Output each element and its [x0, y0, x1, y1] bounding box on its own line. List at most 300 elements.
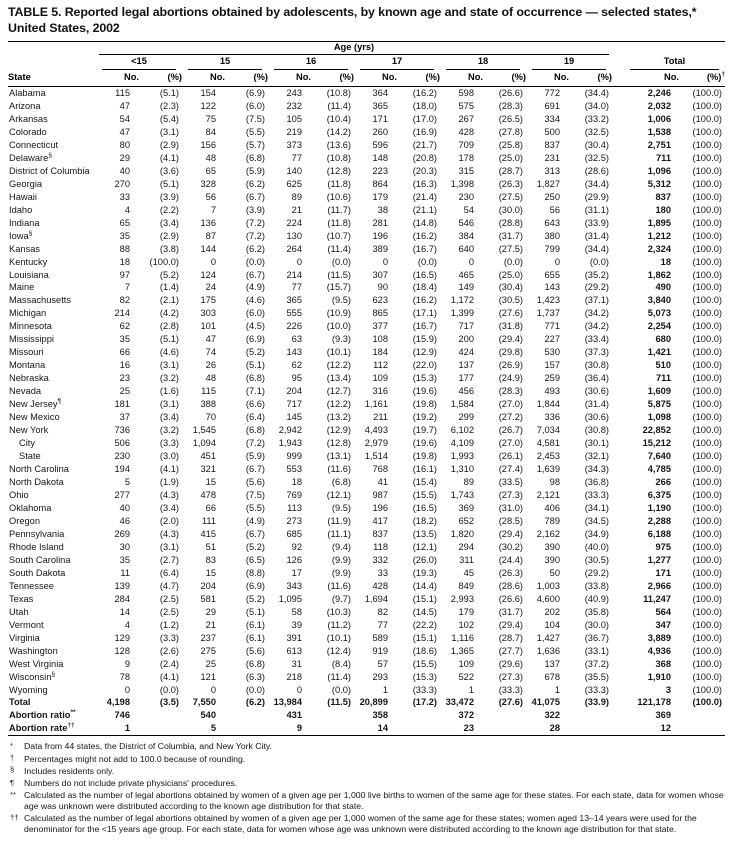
pct-cell: (15.9): [412, 334, 437, 345]
no-cell: 243: [286, 87, 302, 98]
no-cell: 66: [119, 347, 130, 358]
state-cell: South Carolina: [9, 554, 71, 565]
pct-cell: (10.1): [326, 632, 351, 643]
no-cell: 0: [554, 256, 560, 267]
pct-cell: (33.3): [412, 684, 437, 695]
pct-cell: (33.4): [584, 334, 609, 345]
pct-cell: [397, 709, 440, 722]
pct-cell: (26.9): [498, 360, 523, 371]
no-cell: 1,538: [647, 126, 671, 137]
no-cell: 4: [124, 619, 130, 630]
no-cell: 1,844: [536, 399, 560, 410]
col-group-label: 19: [532, 55, 606, 69]
pct-cell: (12.7): [326, 386, 351, 397]
gap-col: [612, 333, 624, 346]
no-cell: 4,109: [450, 438, 474, 449]
no-cell: 97: [119, 269, 130, 280]
pct-cell: (16.2): [412, 87, 437, 98]
pct-cell: (4.1): [159, 152, 179, 163]
pct-cell: (33.5): [498, 477, 523, 488]
header-row-groups: [8, 55, 725, 69]
pct-cell: (34.2): [584, 321, 609, 332]
gap-col: [612, 55, 624, 69]
no-cell: 530: [544, 347, 560, 358]
no-cell: 613: [286, 645, 302, 656]
no-cell: 334: [544, 113, 560, 124]
no-cell: 40: [119, 165, 130, 176]
no-cell: 57: [377, 658, 388, 669]
state-cell: Abortion ratio**: [9, 709, 76, 721]
pct-cell: (34.4): [584, 178, 609, 189]
no-cell: 1,277: [647, 554, 671, 565]
gap-col: [612, 644, 624, 657]
pct-cell: (6.9): [245, 580, 265, 591]
no-cell: 1,423: [536, 295, 560, 306]
pct-cell: [225, 709, 268, 722]
pct-cell: (19.8): [412, 399, 437, 410]
pct-cell: (15.1): [412, 632, 437, 643]
pct-cell: (15.7): [326, 282, 351, 293]
pct-cell: (10.7): [326, 230, 351, 241]
no-cell: 259: [544, 373, 560, 384]
no-cell: 230: [458, 191, 474, 202]
pct-cell: (28.5): [498, 515, 523, 526]
no-cell: 540: [200, 710, 216, 721]
gap-col: [612, 126, 624, 139]
table-row: [8, 644, 725, 657]
pct-cell: (27.3): [498, 671, 523, 682]
no-cell: 224: [286, 217, 302, 228]
footnote-marker: †: [721, 71, 725, 79]
no-cell: 104: [544, 619, 560, 630]
pct-cell: (3.9): [159, 191, 179, 202]
no-cell: 14: [377, 723, 388, 734]
no-cell: 179: [458, 606, 474, 617]
no-col-header: No.: [526, 70, 569, 87]
no-cell: 121: [200, 671, 216, 682]
no-cell: 294: [458, 541, 474, 552]
pct-cell: (6.8): [245, 658, 265, 669]
table-row: [8, 333, 725, 346]
no-cell: 13,984: [273, 697, 302, 708]
pct-cell: (6.2): [245, 178, 265, 189]
no-cell: 115: [201, 386, 216, 397]
footnote-marker: §: [51, 670, 56, 678]
pct-cell: (3.1): [159, 360, 179, 371]
no-cell: 2,324: [647, 243, 671, 254]
pct-cell: (35.8): [584, 606, 609, 617]
header-row-spanner: [8, 41, 725, 55]
pct-cell: (16.5): [412, 502, 437, 513]
pct-cell: (11.5): [327, 697, 351, 708]
no-cell: 390: [544, 541, 560, 552]
pct-cell: (5.1): [159, 178, 179, 189]
no-cell: 849: [458, 580, 474, 591]
state-cell: Arizona: [9, 100, 41, 111]
pct-cell: (6.2): [245, 243, 265, 254]
no-cell: 23: [463, 723, 474, 734]
no-cell: 1,609: [647, 386, 671, 397]
no-cell: 768: [372, 464, 388, 475]
pct-cell: (10.1): [326, 347, 351, 358]
no-cell: 264: [286, 243, 302, 254]
pct-cell: (12.9): [412, 347, 437, 358]
table-row: [8, 86, 725, 99]
pct-col-header: (%)†: [679, 70, 725, 87]
pct-cell: (6.4): [245, 412, 265, 423]
no-cell: 29: [119, 152, 130, 163]
state-cell: State: [19, 451, 41, 462]
no-cell: 37: [119, 412, 130, 423]
pct-cell: (32.5): [584, 152, 609, 163]
pct-cell: (11.9): [327, 515, 351, 526]
no-cell: 226: [286, 321, 302, 332]
gap-col: [612, 255, 624, 268]
no-cell: 41,075: [531, 697, 560, 708]
no-col-header: No.: [354, 70, 397, 87]
no-cell: 269: [114, 528, 130, 539]
no-cell: 0: [296, 684, 302, 695]
pct-cell: (4.9): [245, 515, 265, 526]
pct-cell: (29.9): [584, 191, 609, 202]
no-cell: 680: [655, 334, 671, 345]
no-cell: 137: [544, 658, 560, 669]
pct-cell: (9.3): [331, 334, 351, 345]
pct-cell: (1.6): [159, 386, 179, 397]
no-cell: 799: [544, 243, 560, 254]
no-cell: 45: [463, 567, 474, 578]
no-cell: 655: [544, 269, 560, 280]
pct-cell: (6.7): [245, 528, 265, 539]
pct-cell: (100.0): [692, 489, 722, 500]
pct-cell: (34.0): [584, 100, 609, 111]
pct-cell: (25.8): [498, 139, 523, 150]
gap-col: [612, 670, 624, 683]
no-cell: 28: [549, 723, 560, 734]
pct-cell: (6.1): [245, 632, 265, 643]
no-cell: 20,899: [359, 697, 388, 708]
no-cell: 1,310: [450, 464, 474, 475]
pct-cell: (5.6): [245, 645, 265, 656]
pct-cell: (3.4): [159, 412, 179, 423]
gap-col: [612, 541, 624, 554]
no-cell: 575: [458, 100, 474, 111]
no-cell: 365: [372, 100, 388, 111]
no-cell: 11,247: [643, 593, 671, 604]
abortions-table: [8, 41, 725, 737]
table-row: [8, 229, 725, 242]
no-cell: 336: [544, 412, 560, 423]
no-cell: 643: [544, 217, 560, 228]
no-cell: 0: [382, 256, 388, 267]
pct-cell: [679, 709, 725, 722]
pct-cell: (26.6): [498, 593, 523, 604]
no-cell: 2,246: [647, 87, 671, 98]
table-row: [8, 567, 725, 580]
no-cell: 1,895: [647, 217, 671, 228]
col-group-3: [354, 55, 440, 69]
pct-cell: (14.4): [412, 580, 437, 591]
no-cell: 39: [291, 619, 302, 630]
no-cell: 315: [458, 165, 474, 176]
pct-cell: (3.5): [159, 697, 179, 708]
pct-cell: (33.9): [584, 217, 609, 228]
pct-cell: (30.2): [498, 541, 523, 552]
pct-cell: (5.4): [159, 113, 179, 124]
no-cell: 2,979: [364, 438, 388, 449]
no-cell: 56: [205, 191, 216, 202]
no-cell: 33: [377, 567, 388, 578]
no-cell: 40: [119, 502, 130, 513]
pct-cell: (12.8): [326, 438, 351, 449]
pct-cell: (37.2): [584, 658, 609, 669]
no-cell: 29: [205, 606, 216, 617]
no-cell: 171: [372, 113, 388, 124]
state-cell: Rhode Island: [9, 541, 64, 552]
no-cell: 219: [286, 126, 302, 137]
table-row: [8, 398, 725, 411]
table-row: [8, 191, 725, 204]
col-group-label: 18: [446, 55, 520, 69]
pct-cell: (34.4): [584, 87, 609, 98]
pct-cell: (100.0): [692, 567, 722, 578]
state-cell: Virginia: [9, 632, 40, 643]
gap-col: [612, 385, 624, 398]
no-cell: 377: [372, 321, 388, 332]
col-group-label: Total: [630, 55, 719, 69]
state-cell: South Dakota: [9, 567, 66, 578]
no-cell: 380: [544, 230, 560, 241]
pct-cell: (21.4): [412, 191, 437, 202]
no-cell: 6,188: [647, 528, 671, 539]
no-cell: 7: [210, 204, 216, 215]
state-cell: Michigan: [9, 308, 47, 319]
no-cell: 368: [655, 658, 671, 669]
state-cell: Nevada: [9, 386, 42, 397]
pct-cell: (12.2): [326, 360, 351, 371]
state-cell: Maine: [9, 282, 35, 293]
pct-cell: (6.0): [245, 308, 265, 319]
col-group-label: 15: [188, 55, 262, 69]
pct-cell: (7.5): [245, 113, 265, 124]
pct-cell: (27.6): [498, 697, 523, 708]
state-cell: Pennsylvania: [9, 528, 65, 539]
no-cell: 746: [114, 710, 130, 721]
pct-cell: (30.6): [584, 412, 609, 423]
pct-cell: (12.9): [326, 425, 351, 436]
pct-cell: [139, 722, 182, 735]
col-group-1: [182, 55, 268, 69]
pct-cell: (3.8): [159, 243, 179, 254]
no-cell: 281: [372, 217, 388, 228]
no-cell: 139: [114, 580, 130, 591]
table-row: [8, 606, 725, 619]
no-cell: 384: [458, 230, 474, 241]
pct-cell: (7.2): [245, 217, 265, 228]
pct-cell: (5.2): [245, 541, 265, 552]
no-cell: 555: [286, 308, 302, 319]
pct-cell: (2.8): [159, 321, 179, 332]
pct-cell: (100.0): [692, 658, 722, 669]
no-cell: 266: [655, 477, 671, 488]
state-cell: Idaho: [9, 204, 33, 215]
pct-cell: (11.8): [327, 217, 351, 228]
footnote-marker: §: [28, 229, 33, 237]
no-cell: 369: [458, 502, 474, 513]
pct-cell: (17.1): [412, 308, 437, 319]
no-cell: 121,178: [637, 697, 671, 708]
no-col-header: No.: [440, 70, 483, 87]
no-cell: 303: [200, 308, 216, 319]
table-row: [8, 437, 725, 450]
state-cell: New York: [9, 425, 49, 436]
no-cell: 652: [458, 515, 474, 526]
state-col-stub: [8, 55, 96, 69]
state-cell: Connecticut: [9, 139, 59, 150]
table-row: [8, 320, 725, 333]
no-cell: 25: [205, 658, 216, 669]
pct-cell: (13.1): [326, 451, 351, 462]
gap-col: [612, 281, 624, 294]
no-cell: 70: [205, 412, 216, 423]
table-row: [8, 476, 725, 489]
no-cell: 837: [544, 139, 560, 150]
no-cell: 48: [205, 152, 216, 163]
pct-cell: (11.2): [327, 619, 351, 630]
pct-cell: (100.0): [692, 619, 722, 630]
pct-cell: (5.1): [159, 87, 179, 98]
pct-cell: (1.4): [159, 282, 179, 293]
pct-cell: (10.9): [326, 308, 351, 319]
pct-cell: (31.7): [498, 230, 523, 241]
pct-cell: (29.4): [498, 334, 523, 345]
no-cell: 35: [119, 230, 130, 241]
no-cell: 307: [372, 269, 388, 280]
pct-cell: (100.0): [692, 451, 722, 462]
footnote-marker: *: [10, 740, 13, 750]
no-cell: 115: [115, 87, 130, 98]
pct-cell: (3.0): [159, 451, 179, 462]
no-cell: 364: [372, 87, 388, 98]
pct-cell: (30.5): [498, 295, 523, 306]
no-cell: 711: [656, 373, 671, 384]
pct-cell: (16.2): [412, 230, 437, 241]
pct-cell: (33.1): [584, 645, 609, 656]
no-cell: 865: [372, 308, 388, 319]
state-cell: Kansas: [9, 243, 41, 254]
pct-cell: (100.0): [692, 256, 722, 267]
table-row: [8, 139, 725, 152]
pct-cell: (28.6): [498, 580, 523, 591]
pct-cell: (100.0): [692, 191, 722, 202]
pct-cell: (2.7): [159, 554, 179, 565]
state-cell: New Jersey¶: [9, 398, 62, 410]
pct-cell: (0.0): [331, 256, 351, 267]
no-cell: 18: [291, 477, 302, 488]
table-row: [8, 100, 725, 113]
pct-cell: (8.4): [331, 658, 351, 669]
no-cell: 175: [200, 295, 216, 306]
no-cell: 180: [655, 204, 671, 215]
pct-cell: (33.3): [584, 489, 609, 500]
pct-cell: (15.1): [412, 593, 437, 604]
pct-cell: (28.6): [584, 165, 609, 176]
pct-cell: (8.8): [245, 567, 265, 578]
state-cell: Nebraska: [9, 373, 49, 384]
no-cell: 500: [544, 126, 560, 137]
no-cell: 11: [120, 567, 130, 578]
no-cell: 66: [205, 502, 216, 513]
no-cell: 1,398: [450, 178, 474, 189]
no-cell: 493: [544, 386, 560, 397]
pct-cell: (10.8): [326, 87, 351, 98]
footnote-text: Data from 44 states, the District of Columbia, and New York City.: [24, 741, 273, 752]
no-cell: 1: [124, 723, 130, 734]
no-cell: 87: [205, 230, 216, 241]
pct-cell: (10.8): [326, 152, 351, 163]
footnote-marker: **: [70, 709, 76, 717]
no-cell: 1,943: [278, 438, 302, 449]
no-cell: 33,472: [445, 697, 474, 708]
gap-col: [612, 567, 624, 580]
pct-cell: (2.4): [159, 658, 179, 669]
pct-cell: (100.0): [692, 632, 722, 643]
no-cell: 1,545: [192, 425, 216, 436]
pct-cell: (3.2): [159, 373, 179, 384]
state-cell: District of Columbia: [9, 165, 90, 176]
gap-col: [612, 204, 624, 217]
pct-cell: (100.0): [692, 178, 722, 189]
state-cell: Minnesota: [9, 321, 52, 332]
no-cell: 23: [119, 373, 130, 384]
no-cell: 46: [119, 515, 130, 526]
no-cell: 88: [119, 243, 130, 254]
no-cell: 171: [655, 567, 671, 578]
no-cell: 299: [458, 412, 474, 423]
pct-cell: (29.8): [498, 347, 523, 358]
footnote: [8, 754, 725, 765]
state-cell: City: [19, 438, 36, 449]
pct-cell: (100.0): [692, 671, 722, 682]
table-row: [8, 593, 725, 606]
no-cell: 25: [119, 386, 130, 397]
no-cell: 358: [372, 710, 388, 721]
pct-cell: (2.3): [159, 100, 179, 111]
table-row: [8, 541, 725, 554]
pct-cell: (4.9): [245, 282, 265, 293]
pct-cell: (6.6): [245, 399, 265, 410]
pct-cell: (0.0): [331, 684, 351, 695]
pct-cell: (35.2): [584, 269, 609, 280]
pct-cell: (0.0): [159, 684, 179, 695]
gap-col: [612, 683, 624, 696]
pct-cell: (15.3): [412, 373, 437, 384]
no-cell: 275: [200, 645, 216, 656]
no-cell: 365: [286, 295, 302, 306]
no-cell: 33: [119, 191, 130, 202]
gap-col: [612, 294, 624, 307]
no-cell: 7: [124, 282, 130, 293]
no-cell: 54: [463, 204, 474, 215]
state-cell: Abortion rate††: [9, 722, 75, 734]
gap-col: [612, 41, 624, 55]
no-cell: 21: [291, 204, 302, 215]
pct-cell: (28.3): [498, 100, 523, 111]
footnote-text: Calculated as the number of legal abortions obtained by women of a given age per 1,000 women of the same age for these states; women aged 13–14 years were used for the denominator for the <15 years age group. For each state, data for women whose age was unknown were distributed according to the known age distribution for that state.: [24, 813, 697, 835]
pct-cell: (19.6): [412, 386, 437, 397]
pct-cell: (5.2): [159, 269, 179, 280]
pct-cell: (5.5): [245, 126, 265, 137]
